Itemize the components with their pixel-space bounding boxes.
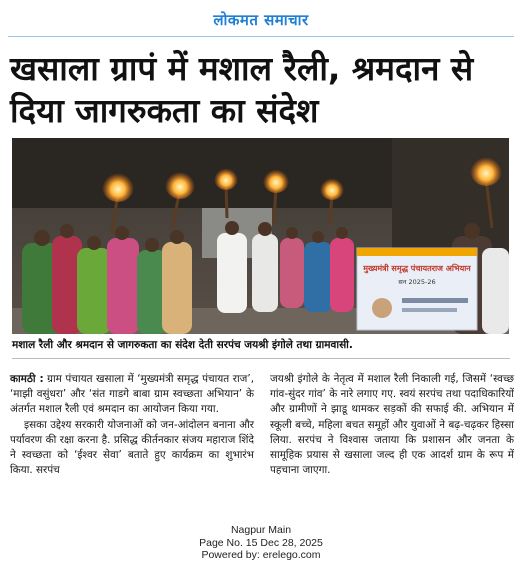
article-paragraph-2: इसका उद्देश्य सरकारी योजनाओं को जन-आंदोलन बनाना और पर्यावरण की रक्षा करना है. प्रसिद्ध कीर्तनकार संजय महाराज शिंदे ने स्वच्छता को ‘ईश्वर सेवा’ बताते हुए कार्यक्रम का शुभारंभ किया. सरपंच <box>10 418 254 477</box>
masthead-divider <box>8 36 514 37</box>
article-headline: खसाला ग्रापं में मशाल रैली, श्रमदान से दिया जागरुकता का संदेश <box>10 49 474 130</box>
page-info: Page No. 15 Dec 28, 2025 <box>199 536 323 549</box>
edition-name: Nagpur Main <box>230 524 292 536</box>
dateline: कामठी : <box>10 373 44 385</box>
article-column-right <box>270 372 514 478</box>
paragraph-1-text: ग्राम पंचायत खसाला में ‘मुख्यमंत्री समृद्ध पंचायत राज’, ‘माझी वसुंधरा’ और ‘संत गाडगे बाबा ग्राम स्वच्छता अभियान’ के अंतर्गत मशाल रैली एवं श्रमदान का आयोजन किया गया. <box>10 373 254 416</box>
powered-by: Powered by: erelego.com <box>201 549 321 561</box>
newspaper-brand: लोकमत समाचार <box>213 11 309 29</box>
masthead <box>0 0 522 40</box>
article-paragraph-1 <box>10 372 254 418</box>
page-footer <box>0 524 522 562</box>
rally-photo-illustration <box>12 138 509 334</box>
banner-title: मुख्यमंत्री समृद्ध पंचायतराज अभियान <box>363 264 471 273</box>
caption-divider <box>12 358 510 359</box>
campaign-banner <box>357 248 477 330</box>
article-photo <box>12 138 509 334</box>
photo-caption: मशाल रैली और श्रमदान से जागरुकता का संदेश देती सरपंच जयश्री इंगोले तथा ग्रामवासी. <box>12 339 353 351</box>
article-paragraph-3: जयश्री इंगोले के नेतृत्व में मशाल रैली निकाली गई, जिसमें ‘स्वच्छ गांव-सुंदर गांव’ के नारे लगाए गए. स्वयं सरपंच तथा पदाधिकारियों और ग्रामीणों ने झाडू थामकर सड़कों की सफाई की. अभियान में स्कूली बच्चे, महिला बचत समूहों और युवाओं ने बढ़-चढ़कर हिस्सा लिया. सरपंच ने विश्वास जताया कि प्रशासन और जनता के सामूहिक प्रयास से खसाला जल्द ही एक आदर्श ग्राम के रूप में पहचाना जाएगा. <box>270 373 514 477</box>
banner-subtitle: सन 2025-26 <box>398 278 436 286</box>
article-column-left <box>10 372 254 478</box>
